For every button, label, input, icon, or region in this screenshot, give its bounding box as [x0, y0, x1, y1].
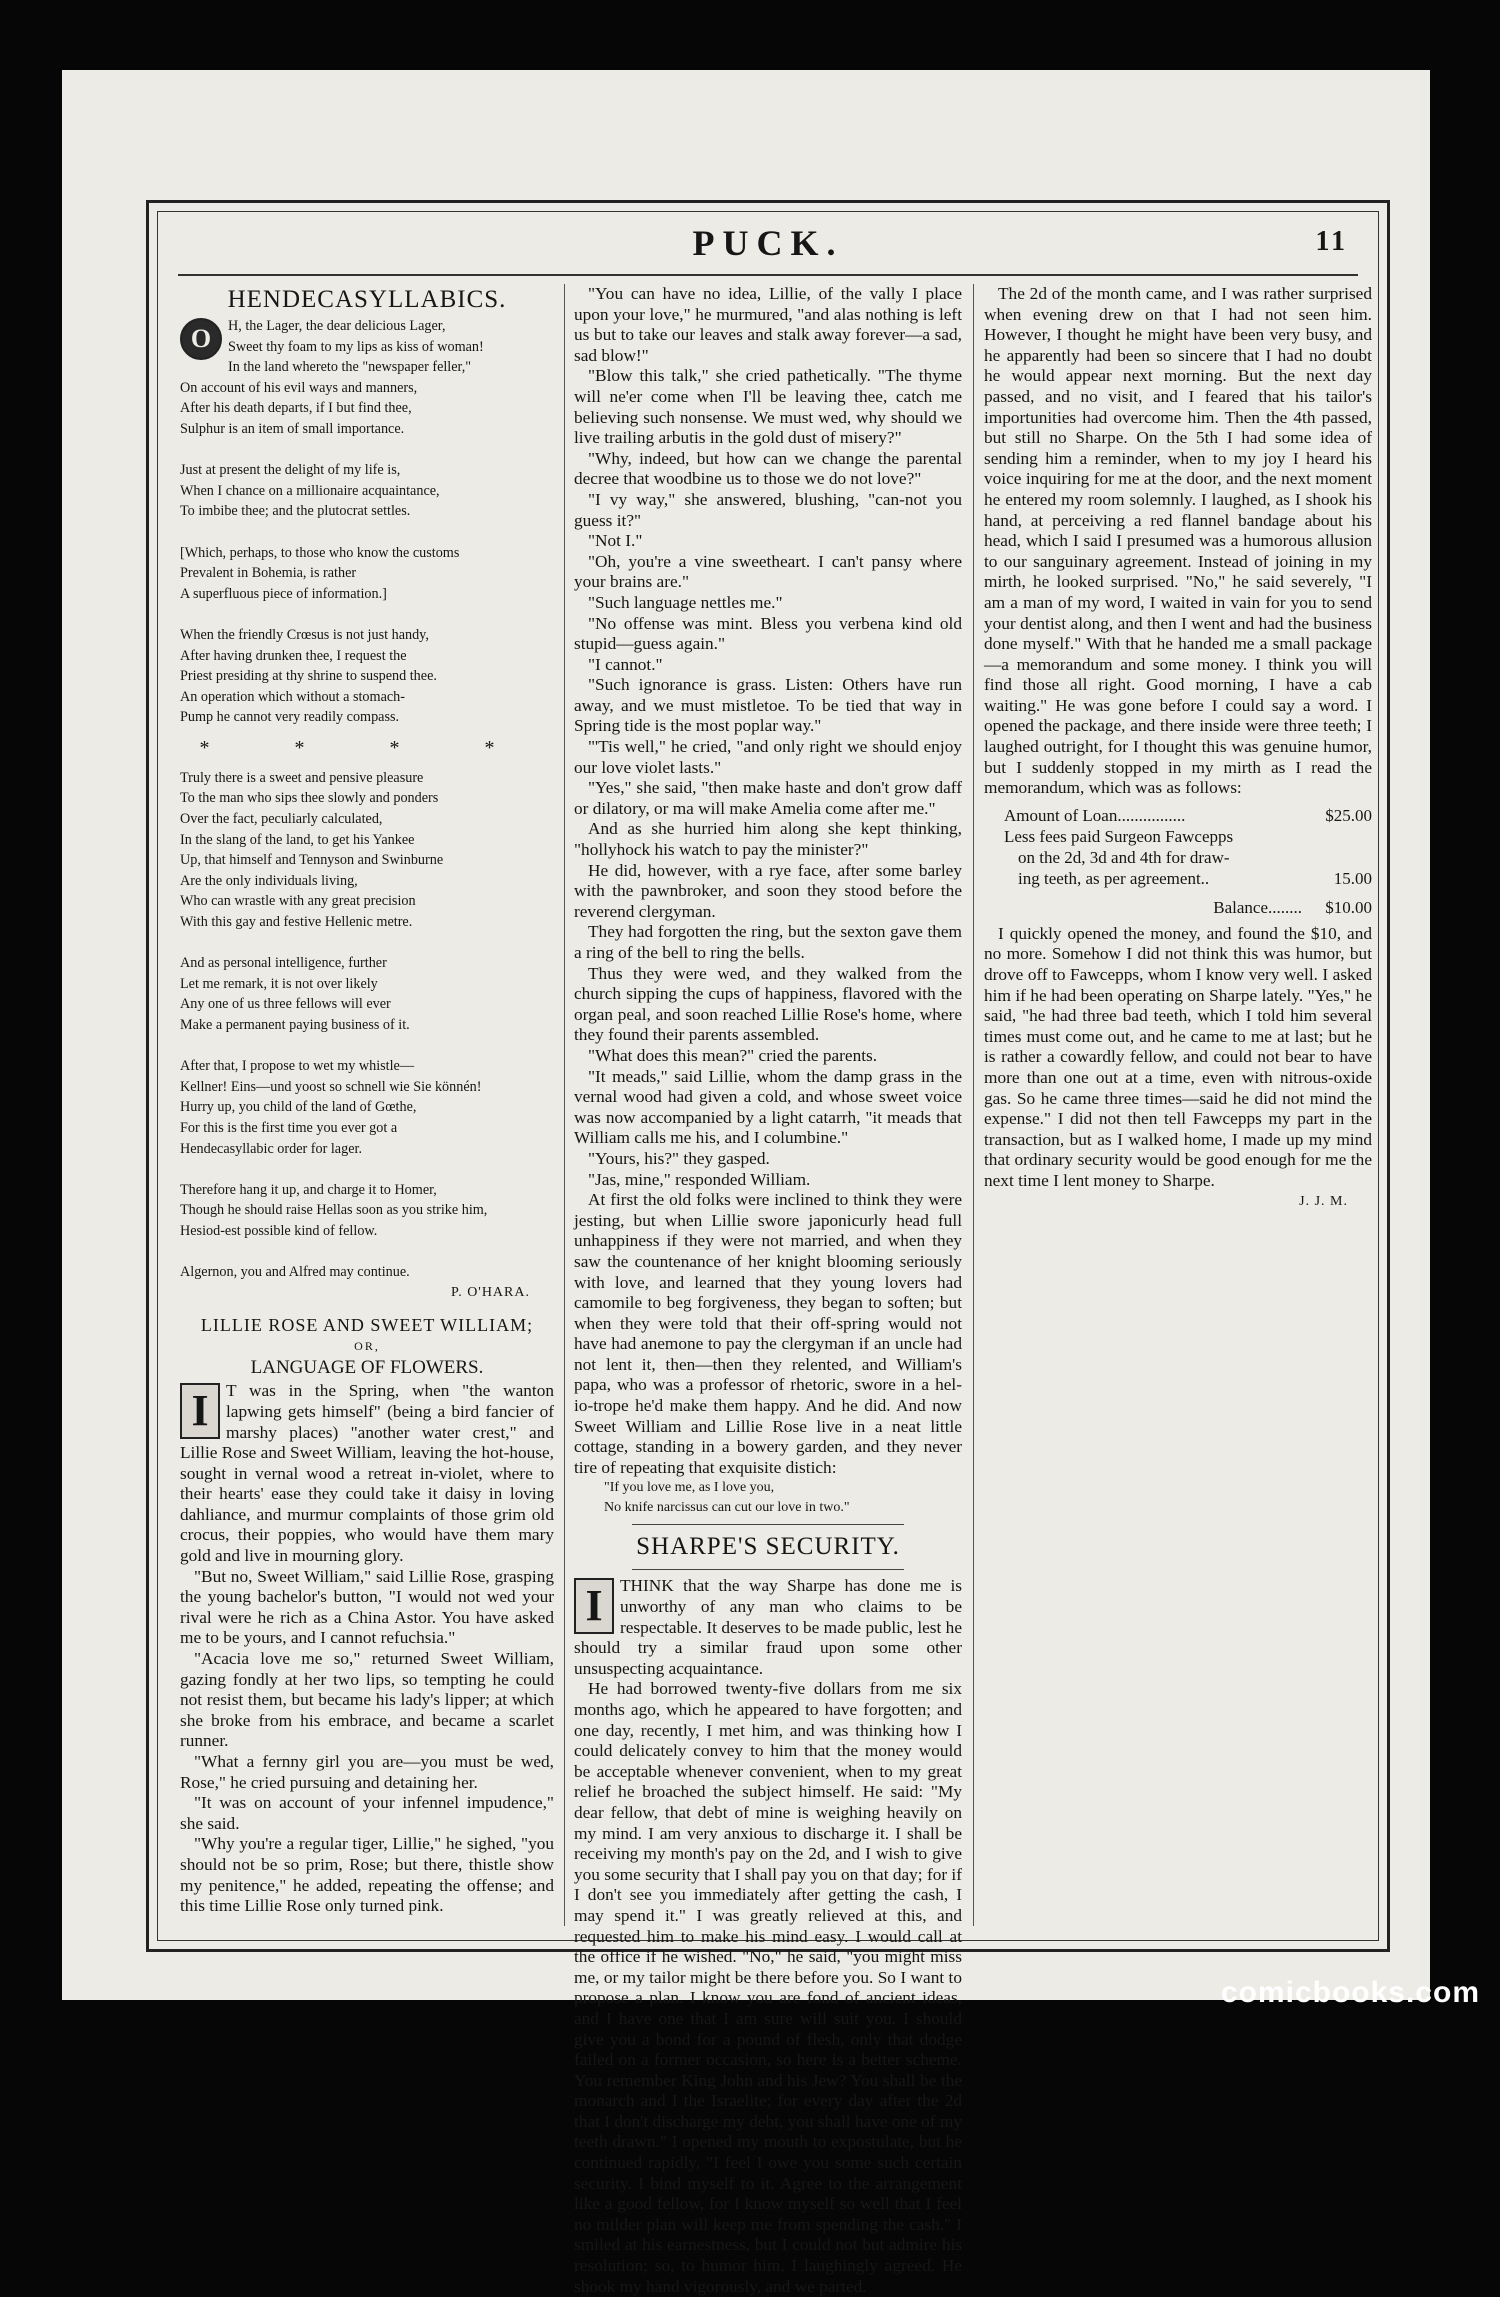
poem-line: On account of his evil ways and manners, [180, 379, 418, 396]
paragraph: "Yes," she said, "then make haste and don't grow daff or dilatory, or ma will make Amelia come after me." [574, 778, 962, 818]
paragraph: "What a fernny girl you are—you must be wed, Rose," he cried pursuing and detaining her. [180, 1752, 554, 1792]
poem-line: In the land whereto the "newspaper feller," [228, 359, 472, 376]
poem-lines-2 [180, 768, 554, 1283]
story1-dropcap: I [180, 1383, 220, 1439]
poem-line: Are the only individuals living, [180, 872, 358, 889]
watermark: comicbooks.com [1220, 1976, 1480, 2009]
ledger-loan-label: Amount of Loan................ [1004, 805, 1186, 825]
poem-line: Who can wrastle with any great precision [180, 893, 416, 910]
story1-first-text: T was in the Spring, when "the wanton lapwing gets himself" (being a bird fancier of marshy places) "another water crest," and Lillie Rose and Sweet William, leaving the hot-house, sought in vernal wood a retreat in-violet, where to their hearts' ease they could take it daisy in loving dahliance, and murmur complaints of those grim old crocus, their poppies, who would have them mary gold and live in mourning glory. [180, 1381, 554, 1566]
story2-closing: I quickly opened the money, and found the $10, and no more. Somehow I did not think this was humor, but drove off to Fawcepps, whom I know very well. I asked him if he had been operating on Sharpe lately. "Yes," he said, "he had three bad teeth, which I told him several times must come out, and he came to me at last; but he is rather a cowardly fellow, and could not bear to have more than one out at a time, even with nitrous-oxide gas. So he came three times—said he did not mind the expense." I did not then tell Fawcepps my part in the transaction, but as I walked home, I made up my mind that ordinary security would be good enough for me the next time I lent money to Sharpe. [984, 923, 1372, 1190]
poem-line: [Which, perhaps, to those who know the customs [180, 544, 460, 561]
masthead-title: PUCK. [692, 223, 844, 263]
poem-line: Priest presiding at thy shrine to suspend thee. [180, 668, 437, 685]
poem-line: Hurry up, you child of the land of Gœthe, [180, 1099, 417, 1116]
paragraph: "Blow this talk," she cried pathetically. "The thyme will ne'er come when I'll be leaving thee, catch me believing such nonsense. We must wed, why should we live trailing arbutis in the gold dust of misery?" [574, 366, 962, 448]
poem-line: Truly there is a sweet and pensive pleasure [180, 769, 424, 786]
paragraph: "It meads," said Lillie, whom the damp grass in the vernal wood had given a cold, and whose sweet voice was now accompanied by a light catarrh, "it meads that William calls me his, and I columbine." [574, 1066, 962, 1148]
poem-line: To the man who sips thee slowly and ponders [180, 790, 439, 807]
poem-line: Any one of us three fellows will ever [180, 996, 391, 1013]
ledger-row-fees-1 [1004, 826, 1372, 847]
story1-body [180, 1381, 554, 1916]
poem-line: Sulphur is an item of small importance. [180, 420, 405, 437]
poem-stars: * * * * [199, 736, 535, 759]
paragraph: And as she hurried him along she kept thinking, "hollyhock his watch to pay the minister?" [574, 819, 962, 860]
story2-dropcap: I [574, 1578, 614, 1634]
section-divider [632, 1524, 904, 1525]
poem-line: Pump he cannot very readily compass. [180, 709, 400, 726]
story2-signature: J. J. M. [1299, 1193, 1348, 1209]
stanza-gap [180, 1159, 554, 1180]
stanza-gap [180, 604, 554, 625]
story2-paragraph-2 [574, 1679, 962, 2297]
paragraph: "Jas, mine," responded William. [588, 1169, 811, 1189]
poem-line: After that, I propose to wet my whistle— [180, 1058, 415, 1075]
poem-line: Just at present the delight of my life is, [180, 462, 401, 479]
poem-line: Let me remark, it is not over likely [180, 975, 378, 992]
ledger-fees-amount: 15.00 [1333, 868, 1372, 888]
paragraph: "Oh, you're a vine sweetheart. I can't pansy where your brains are." [574, 551, 962, 592]
section-divider-2 [632, 1569, 904, 1570]
story2-first-text: THINK that the way Sharpe has done me is unworthy of any man who claims to be respectable. It deserves to be made public, lest he should try a similar fraud upon some other unsuspecting acquaintance. [574, 1576, 962, 1678]
ledger-fees-line-2: on the 2d, 3d and 4th for draw- [1018, 847, 1230, 867]
story2-first-paragraph [574, 1576, 962, 1679]
page-number: 11 [1315, 226, 1348, 257]
stanza-gap [180, 522, 554, 543]
paragraph: He did, however, with a rye face, after some barley with the pawnbroker, and soon they stood before the reverend clergyman. [574, 860, 962, 921]
stanza-gap [180, 1242, 554, 1263]
stanza-gap [180, 933, 554, 954]
poem-line: Therefore hang it up, and charge it to Homer, [180, 1181, 437, 1198]
masthead-rule [178, 274, 1358, 276]
paragraph: "Yours, his?" they gasped. [588, 1148, 770, 1168]
paragraph [180, 1381, 554, 1566]
column-1 [180, 284, 554, 1930]
paragraph: "Acacia love me so," returned Sweet William, gazing fondly at her two lips, so tempting he could not resist them, but became his lady's lipper; at which she broke from his embrace, and became a scarlet runner. [180, 1649, 554, 1751]
poem-line: A superfluous piece of information.] [180, 585, 387, 602]
poem-lines [180, 337, 554, 728]
couplet-line-1: "If you love me, as I love you, [604, 1480, 775, 1496]
column-rule-1 [564, 284, 565, 1926]
ledger-row-fees-2 [1004, 847, 1372, 868]
ledger-fees-line-1: Less fees paid Surgeon Fawcepps [1004, 826, 1234, 846]
paragraph: "I cannot." [588, 654, 663, 674]
poem-line: Make a permanent paying business of it. [180, 1017, 410, 1033]
poem-line: Prevalent in Bohemia, is rather [180, 565, 357, 582]
ledger-fees-line-3: ing teeth, as per agreement.. [1018, 868, 1210, 888]
couplet-line-2: No knife narcissus can cut our love in two." [604, 1500, 850, 1516]
paragraph: "No offense was mint. Bless you verbena kind old stupid—guess again." [574, 613, 962, 654]
ledger-row-fees-3 [1004, 868, 1372, 889]
story1-couplet [574, 1478, 962, 1518]
memorandum-ledger [1004, 805, 1372, 918]
story1-subtitle: LANGUAGE OF FLOWERS. [250, 1357, 484, 1379]
ledger-row-loan [1004, 805, 1372, 826]
story2-continued [984, 284, 1372, 799]
stanza-gap [180, 440, 554, 461]
magazine-page [62, 70, 1430, 2296]
column-2 [574, 284, 962, 2296]
story1-title: LILLIE ROSE AND SWEET WILLIAM; [200, 1315, 534, 1336]
poem-line: To imbibe thee; and the plutocrat settles. [180, 503, 411, 520]
poem-line: Kellner! Eins—und yoost so schnell wie Sie könnén! [180, 1078, 482, 1095]
column-3 [984, 284, 1372, 1930]
story2-title: SHARPE'S SECURITY. [636, 1533, 900, 1561]
paragraph: "Why, indeed, but how can we change the parental decree that woodbine us to those we do not love?" [574, 448, 962, 489]
poem-line: After having drunken thee, I request the [180, 647, 407, 664]
poem-line: Hesiod-est possible kind of fellow. [180, 1222, 378, 1239]
story1-continued [574, 284, 962, 1478]
column-rule-2 [973, 284, 974, 1926]
poem-line: Algernon, you and Alfred may continue. [180, 1264, 410, 1281]
paragraph: He had borrowed twenty-five dollars from me six months ago, which he appeared to have forgotten; and one day, recently, I met him, and was thinking how I could delicately convey to him that the money would be acceptable whenever convenient, when to my great relief he broached the subject himself. He said: "My dear fellow, that debt of mine is weighing heavily on my mind. I am very anxious to discharge it. I shall be receiving my month's pay on the 2d, and I wish to give you some security that I shall pay you on that day; for if I don't see you immediately after getting the cash, I may spend it." I was greatly relieved at this, and requested him to make his mind easy. I would call at the office if he wished. "No," he said, "you might miss me, or my tailor might be there before you. So I want to propose a plan. I know you are fond of ancient ideas, and I have one that I am sure will suit you. I should give you a bond for a pound of flesh, only that dodge failed on a former occasion, so here is a better scheme. You remember King John and his Jew? You shall be the monarch and I the Israelite; for every day after the 2d that I don't discharge my debt, you shall have one of my teeth drawn." I opened my mouth to expostulate, but he continued rapidly, "I feel I owe you some such certain security. I bind myself to it. Agree to the arrangement like a good fellow, for I know myself so well that I feel no milder plan will keep me from spending the cash." I smiled at his earnestness, but I could not but admire his resolution; so, to humor him, I laughingly agreed. He shook my hand vigorously, and we parted. [574, 1679, 962, 2296]
paragraph: "Not I." [588, 531, 643, 551]
stanza-gap [180, 1036, 554, 1057]
poem-body [180, 316, 554, 1303]
poem-signature: P. O'HARA. [450, 1284, 530, 1300]
poem-dropcap: O [180, 318, 222, 360]
paragraph: "I vy way," she answered, blushing, "can-not you guess it?" [574, 489, 962, 530]
poem-line: Though he should raise Hellas soon as you strike him, [180, 1202, 488, 1219]
poem-line: Hendecasyllabic order for lager. [180, 1140, 362, 1157]
story1-or: OR, [354, 1339, 380, 1354]
poem-line: When I chance on a millionaire acquaintance, [180, 482, 440, 499]
paragraph: "But no, Sweet William," said Lillie Rose, grasping the young bachelor's button, "I would not wed your rival were he rich as a China Astor. You have asked me to be yours, and I cannot refuchsia." [180, 1566, 554, 1648]
poem-line: Up, that himself and Tennyson and Swinburne [180, 852, 444, 869]
paragraph: Thus they were wed, and they walked from the church sipping the cups of happiness, flavored with the organ peal, and soon reached Lillie Rose's home, where they found their parents assembled. [574, 963, 962, 1045]
paragraph: "What does this mean?" cried the parents. [588, 1045, 878, 1065]
poem-line: Over the fact, peculiarly calculated, [180, 811, 383, 828]
paragraph: They had forgotten the ring, but the sexton gave them a ring of the bell to ring the bells. [574, 922, 962, 962]
poem-line: For this is the first time you ever got a [180, 1119, 398, 1136]
paragraph: "'Tis well," he cried, "and only right we should enjoy our love violet lasts." [574, 737, 962, 777]
poem-line: And as personal intelligence, further [180, 955, 387, 972]
poem-line: After his death departs, if I but find thee, [180, 400, 412, 417]
paragraph: "It was on account of your infennel impudence," she said. [180, 1793, 554, 1833]
paragraph: At first the old folks were inclined to think they were jesting, but when Lillie swore japonicurly head full unhappiness if they were not married, and when they saw the countenance of her knight blooming seriously with love, and learned that they young lovers had camomile to beg forgiveness, they began to soften; but when they were told that their off-spring would not have had anemone to pay the clergyman if an uncle had not lent it, then—then they relented, and William's papa, who was a professor of rhetoric, swore in a hel-io-trope he'd make them happy. And he did. And now Sweet William and Lillie Rose live in a neat little cottage, standing in a bowery garden, and they never tire of repeating that exquisite distich: [574, 1190, 962, 1477]
paragraph: "Such language nettles me." [588, 592, 783, 612]
poem-line: An operation which without a stomach- [180, 688, 405, 705]
poem-line: With this gay and festive Hellenic metre. [180, 914, 413, 931]
ledger-balance-label: Balance........ [1213, 897, 1302, 917]
poem-line: When the friendly Crœsus is not just handy, [180, 626, 429, 643]
poem-line: Sweet thy foam to my lips as kiss of woman! [228, 338, 484, 355]
poem-title: HENDECASYLLABICS. [227, 286, 507, 313]
paragraph: "You can have no idea, Lillie, of the vally I place upon your love," he murmured, "and alas nothing is left us but to take our leaves and stalk away forever—a sad, sad blow!" [574, 284, 962, 365]
paragraph: "Such ignorance is grass. Listen: Others have run away, and we must mistletoe. To be tied that way in Spring tide is the most poplar way." [574, 675, 962, 736]
paragraph: The 2d of the month came, and I was rather surprised when evening drew on that I had not seen him. However, I thought he might have been very busy, and he apparently had been so sincere that I had no doubt he would appear next morning. But the next day passed, and no visit, and I feared that his tailor's importunities had overcome him. Then the 4th passed, but still no Sharpe. On the 5th I had some idea of sending him a reminder, when to my joy I heard his voice inquiring for me at the door, and the next moment he entered my room solemnly. I laughed, as I shook his hand, at perceiving a red flannel bandage about his head, which I said I presumed was a humorous allusion to our sanguinary agreement. Instead of joining in my mirth, he looked surprised. "No," he said severely, "I am a man of my word, I waited in vain for you to send your dentist along, and then I went and had the business done myself." With that he handed me a small package—a memorandum and some money. I think you will find those all right. Good morning, I have a cab waiting." He was gone before I could say a word. I opened the package, and there inside were three teeth; I laughed outright, for I thought this was genuine humor, but I suddenly stopped in my mirth as I read the memorandum, which was as follows: [984, 284, 1372, 798]
poem-line: In the slang of the land, to get his Yankee [180, 831, 415, 848]
paragraph: "Why you're a regular tiger, Lillie," he sighed, "you should not be so prim, Rose; but there, thistle show my penitence," he added, repeating the offense; and this time Lillie Rose only turned pink. [180, 1834, 554, 1916]
poem-line: H, the Lager, the dear delicious Lager, [228, 318, 446, 334]
ledger-row-balance [1004, 897, 1372, 918]
ledger-balance-amount: $10.00 [1325, 897, 1372, 917]
ledger-loan-amount: $25.00 [1325, 805, 1372, 825]
